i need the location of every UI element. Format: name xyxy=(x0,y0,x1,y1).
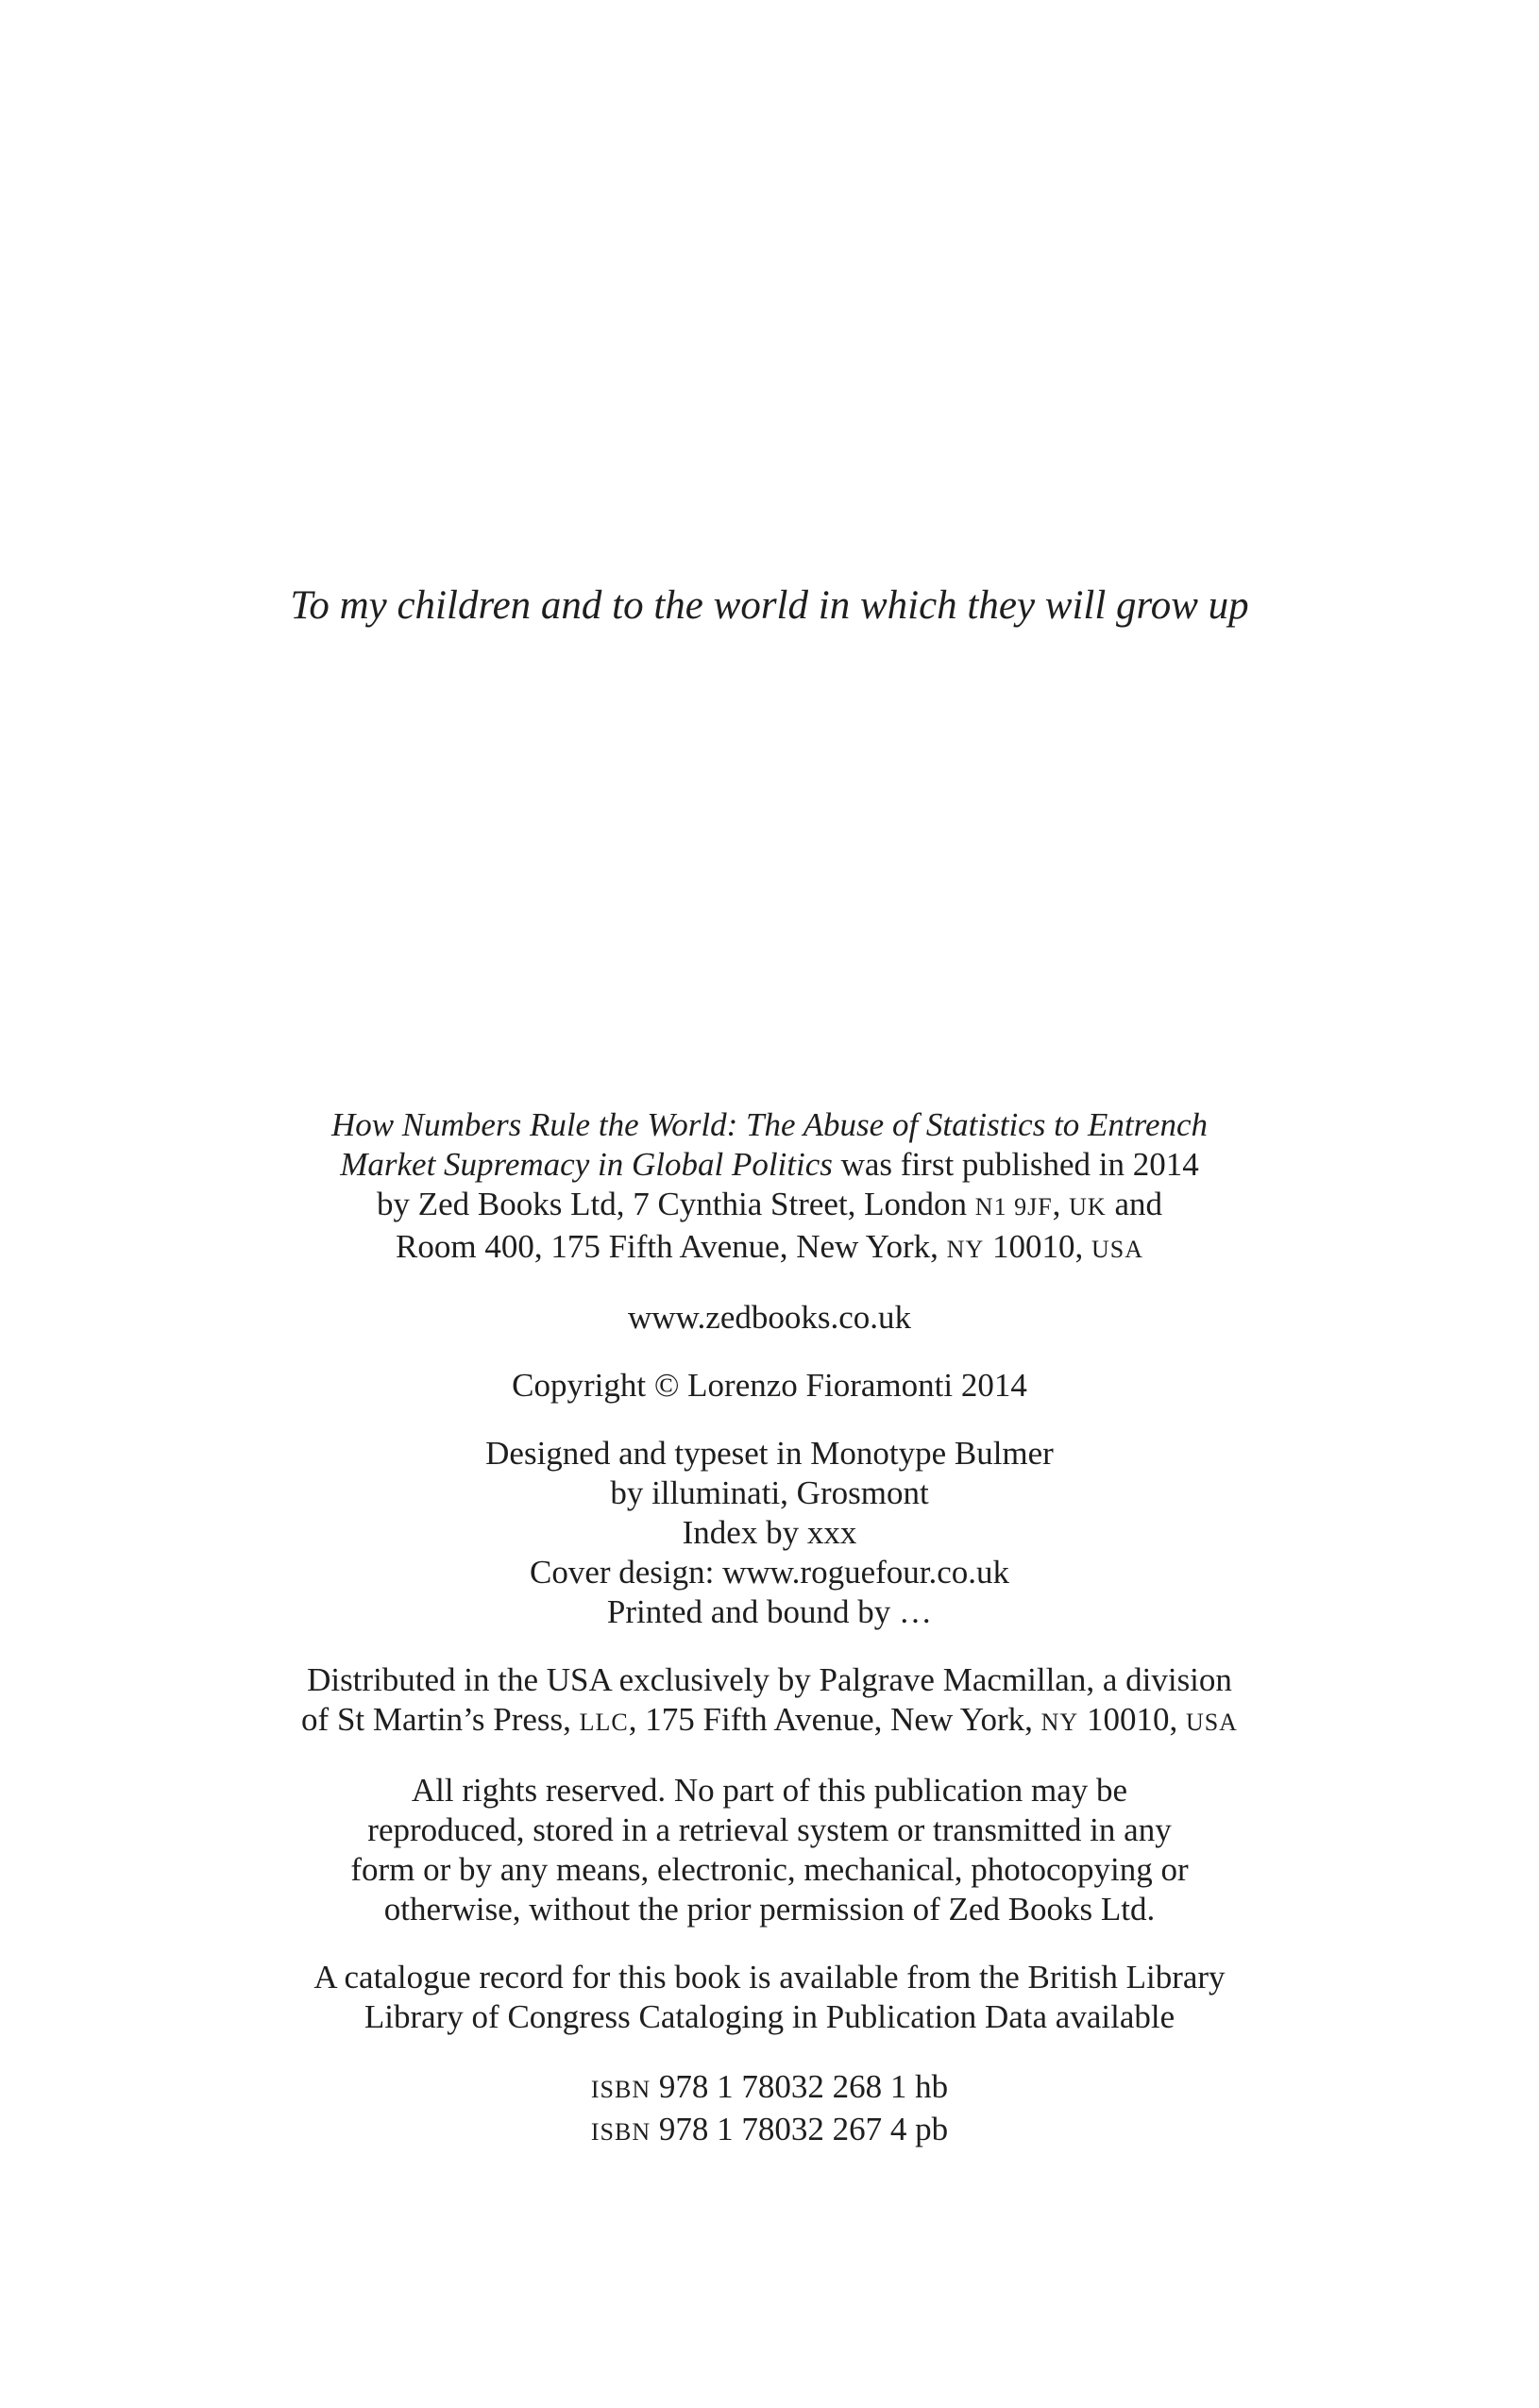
isbn-hardback xyxy=(0,2067,1539,2110)
production-line: Printed and bound by … xyxy=(606,1593,933,1630)
spacer xyxy=(0,1743,1539,1771)
country-usa: USA xyxy=(1185,1709,1238,1736)
zip-code: 10010, xyxy=(984,1228,1091,1265)
isbn-label: ISBN xyxy=(590,2076,651,2103)
book-title-line-2: Market Supremacy in Global Politics xyxy=(340,1146,833,1183)
country-usa: USA xyxy=(1091,1236,1143,1263)
isbn-number: 978 1 78032 267 4 pb xyxy=(651,2111,949,2147)
catalogue-statement xyxy=(0,1958,1539,2037)
book-title-line-1: How Numbers Rule the World: The Abuse of Statistics to Entrench xyxy=(330,1106,1209,1143)
publisher-address-line-2 xyxy=(0,1227,1539,1270)
rights-line: reproduced, stored in a retrieval system or transmitted in any xyxy=(367,1811,1172,1848)
rights-statement xyxy=(0,1771,1539,1929)
us-address-text: Room 400, 175 Fifth Avenue, New York, xyxy=(396,1228,947,1265)
distribution-statement xyxy=(0,1660,1539,1743)
rights-line: form or by any means, electronic, mechanical, photocopying or xyxy=(350,1851,1189,1888)
state-ny: NY xyxy=(1040,1709,1079,1736)
isbn-number: 978 1 78032 268 1 hb xyxy=(651,2068,949,2105)
spacer xyxy=(0,1406,1539,1434)
publication-line-2 xyxy=(0,1145,1539,1185)
publisher-website: www.zedbooks.co.uk xyxy=(627,1299,912,1336)
rights-line: All rights reserved. No part of this publication may be xyxy=(411,1772,1128,1809)
distribution-line-2 xyxy=(0,1700,1539,1743)
production-line: Cover design: www.roguefour.co.uk xyxy=(529,1554,1010,1591)
distributor-address: , 175 Fifth Avenue, New York, xyxy=(628,1701,1041,1738)
publisher-address-text: by Zed Books Ltd, 7 Cynthia Street, London xyxy=(376,1186,975,1222)
catalogue-line: Library of Congress Cataloging in Publication Data available xyxy=(364,1998,1175,2035)
production-line: Index by xxx xyxy=(682,1514,857,1551)
dedication: To my children and to the world in which they will grow up xyxy=(290,583,1249,628)
company-suffix: LLC xyxy=(579,1709,629,1736)
spacer xyxy=(0,1929,1539,1958)
copyright-page-imprint xyxy=(0,1105,1539,2152)
copyright-notice: Copyright © Lorenzo Fioramonti 2014 xyxy=(512,1367,1027,1404)
distribution-line-1: Distributed in the USA exclusively by Palgrave Macmillan, a division xyxy=(307,1661,1232,1698)
isbn-block xyxy=(0,2067,1539,2152)
conjunction: and xyxy=(1106,1186,1163,1222)
publication-statement xyxy=(0,1105,1539,1270)
state-ny: NY xyxy=(946,1236,985,1263)
publisher-address-line-1 xyxy=(0,1185,1539,1227)
separator: , xyxy=(1052,1186,1070,1222)
isbn-paperback xyxy=(0,2110,1539,2152)
spacer xyxy=(0,2037,1539,2067)
distributor-name: of St Martin’s Press, xyxy=(301,1701,580,1738)
production-line: Designed and typeset in Monotype Bulmer xyxy=(485,1435,1054,1472)
zip-code: 10010, xyxy=(1078,1701,1186,1738)
country-uk: UK xyxy=(1069,1193,1107,1221)
rights-line: otherwise, without the prior permission of Zed Books Ltd. xyxy=(383,1891,1156,1928)
spacer xyxy=(0,1632,1539,1660)
spacer xyxy=(0,1270,1539,1298)
production-line: by illuminati, Grosmont xyxy=(610,1474,929,1511)
production-credits xyxy=(0,1434,1539,1632)
first-published-text: was first published in 2014 xyxy=(832,1146,1199,1183)
isbn-label: ISBN xyxy=(590,2118,651,2146)
spacer xyxy=(0,1338,1539,1366)
postcode: N1 9JF xyxy=(974,1193,1053,1221)
catalogue-line: A catalogue record for this book is available from the British Library xyxy=(313,1959,1226,1995)
